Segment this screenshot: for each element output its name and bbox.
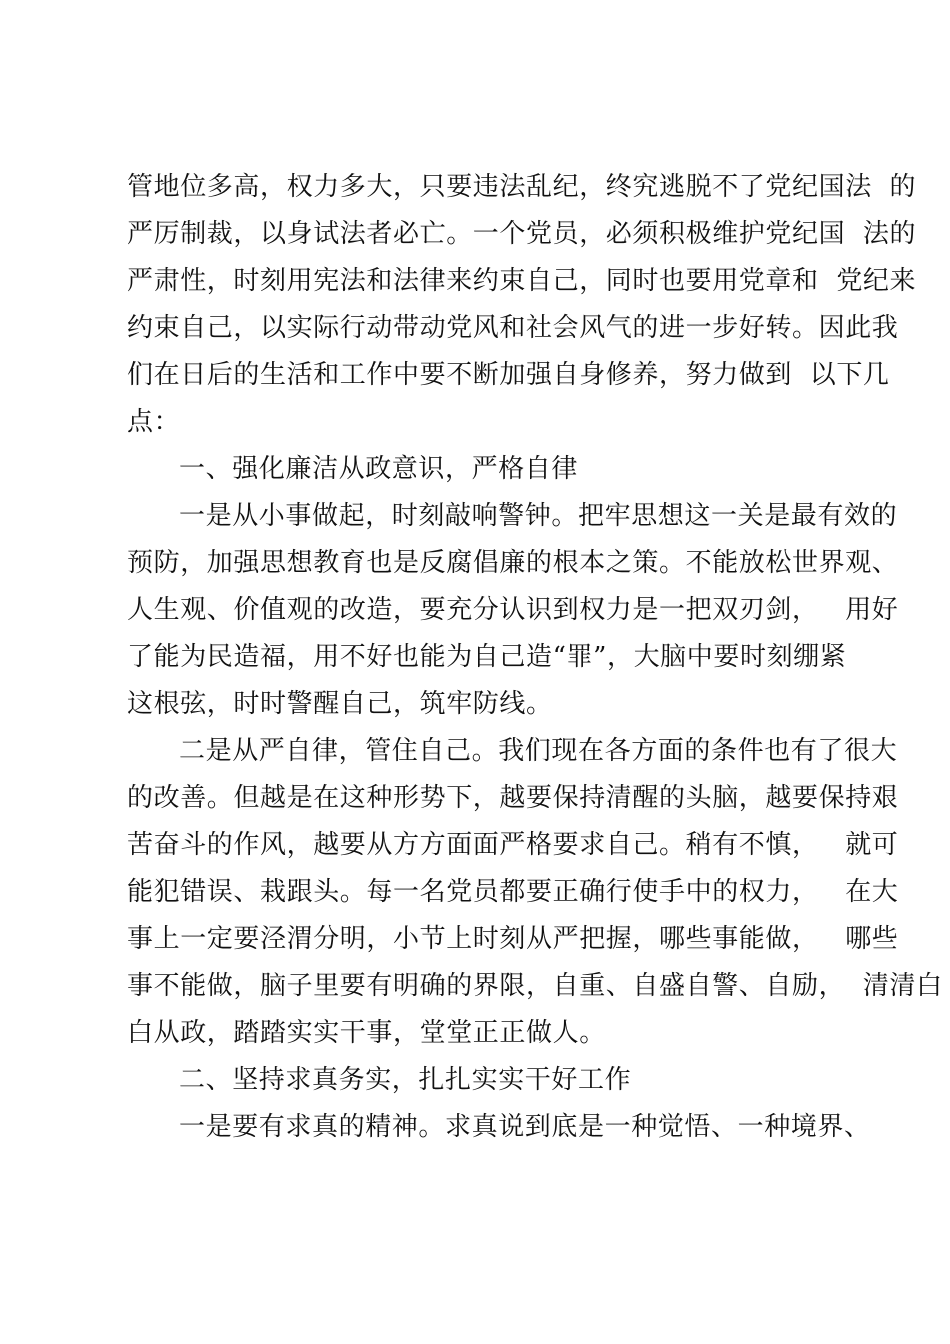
paragraph-first-line: 一是从小事做起，时刻敲响警钟。把牢思想这一关是最有效的 (179, 501, 898, 531)
text-line: 了能为民造福，用不好也能为自己造“罪”，大脑中要时刻绷紧 (127, 642, 847, 672)
text-line: 点： (127, 407, 181, 437)
text-line: 严肃性，时刻用宪法和法律来约束自己，同时也要用党章和 党纪来 (127, 266, 917, 296)
paragraph-first-line: 一是要有求真的精神。求真说到底是一种觉悟、一种境界、 (179, 1112, 871, 1142)
section-heading: 一、强化廉洁从政意识，严格自律 (179, 454, 579, 484)
paragraph-first-line: 二是从严自律，管住自己。我们现在各方面的条件也有了很大 (179, 736, 898, 766)
text-line: 约束自己，以实际行动带动党风和社会风气的进一步好转。因此我 (127, 313, 899, 343)
text-line: 预防，加强思想教育也是反腐倡廉的根本之策。不能放松世界观、 (127, 548, 899, 578)
section-heading: 二、坚持求真务实，扎扎实实干好工作 (179, 1065, 632, 1095)
text-line: 能犯错误、栽跟头。每一名党员都要正确行使手中的权力， 在大 (127, 877, 899, 907)
text-line: 严厉制裁，以身试法者必亡。一个党员，必须积极维护党纪国 法的 (127, 219, 917, 249)
text-line: 们在日后的生活和工作中要不断加强自身修养，努力做到 以下几 (127, 360, 890, 390)
document-body (127, 164, 943, 1151)
text-line: 事不能做，脑子里要有明确的界限，自重、自盛自警、自励， 清清白 (127, 971, 943, 1001)
text-line: 白从政，踏踏实实干事，堂堂正正做人。 (127, 1018, 606, 1048)
text-line: 苦奋斗的作风，越要从方方面面严格要求自己。稍有不慎， 就可 (127, 830, 899, 860)
text-line: 管地位多高，权力多大，只要违法乱纪，终究逃脱不了党纪国法 的 (127, 172, 917, 202)
text-line: 人生观、价值观的改造，要充分认识到权力是一把双刃剑， 用好 (127, 595, 899, 625)
text-line: 这根弦，时时警醒自己，筑牢防线。 (127, 689, 553, 719)
text-line: 的改善。但越是在这种形势下，越要保持清醒的头脑，越要保持艰 (127, 783, 899, 813)
text-line: 事上一定要泾渭分明，小节上时刻从严把握，哪些事能做， 哪些 (127, 924, 899, 954)
